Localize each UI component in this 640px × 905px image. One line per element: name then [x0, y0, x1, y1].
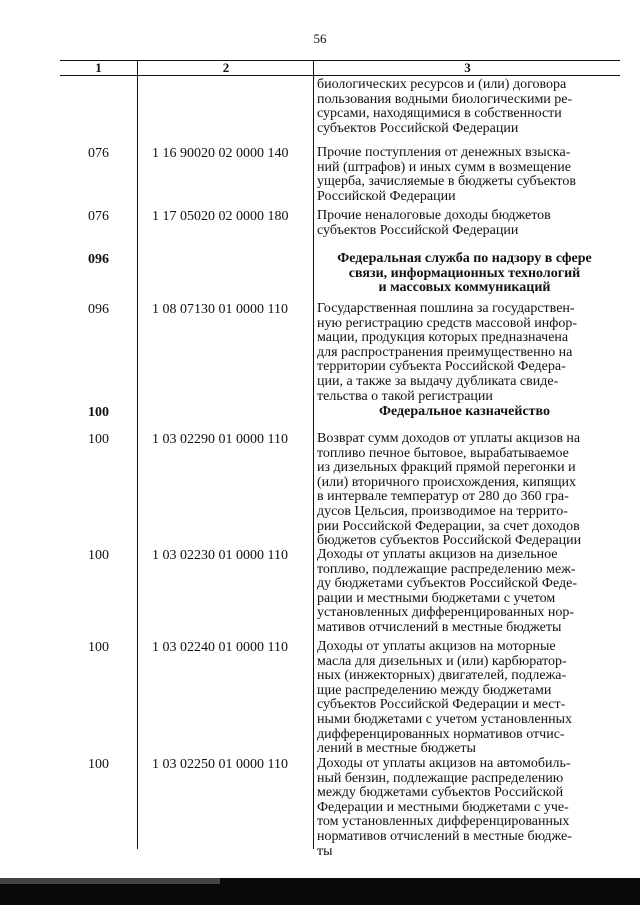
revenue-name-line: ции, а также за выдачу дубликата свиде-	[317, 373, 559, 389]
revenue-name-line: ты	[317, 843, 333, 859]
page-number: 56	[313, 31, 327, 46]
revenue-name-line: бюджетов субъектов Российской Федерации	[317, 533, 582, 549]
revenue-name-line: Доходы от уплаты акцизов на автомобиль-	[317, 756, 571, 771]
revenue-name-line: связи, информационных технологий	[348, 265, 581, 281]
revenue-code: 1 08 07130 01 0000 110	[152, 302, 288, 317]
revenue-name-line: дусов Цельсия, производимое на террито-	[317, 503, 568, 519]
revenue-name-line: пользования водными биологическими ре-	[317, 91, 573, 107]
revenue-name-line: Федеральная служба по надзору в сфере	[337, 251, 592, 266]
revenue-name-line: между бюджетами субъектов Российской	[317, 785, 564, 801]
admin-code: 100	[88, 757, 109, 772]
revenue-name-line: ными бюджетами с учетом установленных	[317, 711, 573, 727]
revenue-name-line: рации и местными бюджетами с учетом	[317, 590, 556, 606]
revenue-name-line: для распространения преимущественно на	[317, 344, 573, 360]
scan-bottom-edge-highlight	[0, 878, 220, 884]
revenue-name	[317, 757, 612, 859]
revenue-name-line: установленных дифференцированных нор-	[317, 605, 574, 621]
revenue-name	[317, 78, 612, 136]
revenue-code: 1 03 02290 01 0000 110	[152, 432, 288, 447]
header-col-1: 1	[95, 60, 102, 75]
admin-code: 096	[88, 252, 109, 267]
revenue-name-line: биологических ресурсов и (или) договора	[317, 77, 567, 92]
revenue-name-line: щие распределению между бюджетами	[317, 682, 552, 698]
revenue-name-line: сурсами, находящимися в собственности	[317, 106, 562, 122]
revenue-code: 1 17 05020 02 0000 180	[152, 209, 289, 224]
revenue-code: 1 03 02250 01 0000 110	[152, 757, 288, 772]
revenue-name	[317, 432, 612, 549]
revenue-name-line: дифференцированных нормативов отчис-	[317, 726, 565, 742]
revenue-code: 1 16 90020 02 0000 140	[152, 146, 289, 161]
revenue-name-line: топливо, подлежащие распределению меж-	[317, 561, 576, 577]
table-header	[60, 60, 620, 76]
header-col-2: 2	[137, 61, 314, 75]
revenue-name-line: тельства о такой регистрации	[317, 388, 493, 404]
admin-code: 100	[88, 640, 109, 655]
revenue-name-line: Возврат сумм доходов от уплаты акцизов на	[317, 431, 581, 446]
admin-code: 076	[88, 209, 109, 224]
revenue-name-line: ный бензин, подлежащие распределению	[317, 770, 564, 786]
revenue-name-line: масла для дизельных и (или) карбюратор-	[317, 653, 567, 669]
revenue-name	[317, 302, 612, 404]
revenue-name-line: и массовых коммуникаций	[378, 280, 551, 296]
revenue-name	[317, 146, 612, 204]
revenue-name-line: том установленных дифференцированных	[317, 814, 570, 830]
column-divider	[137, 74, 138, 849]
revenue-name-line: субъектов Российской Федерации	[317, 222, 519, 238]
revenue-name-line: ных (инжекторных) двигателей, подлежа-	[317, 668, 567, 684]
revenue-name-line: мативов отчислений в местные бюджеты	[317, 619, 562, 635]
revenue-name-line: ущерба, зачисляемые в бюджеты субъектов	[317, 174, 576, 190]
revenue-name-line: мации, продукция которых предназначена	[317, 330, 569, 346]
header-col-3: 3	[313, 61, 621, 75]
revenue-name-line: Федеральное казначейство	[378, 404, 550, 419]
revenue-name-line: Доходы от уплаты акцизов на дизельное	[317, 547, 558, 562]
revenue-name-line: рии Российской Федерации, за счет доходов	[317, 518, 580, 534]
revenue-name	[317, 209, 612, 238]
revenue-name	[317, 252, 612, 296]
revenue-name-line: Прочие поступления от денежных взыска-	[317, 145, 571, 160]
revenue-name	[317, 640, 612, 757]
revenue-code: 1 03 02240 01 0000 110	[152, 640, 288, 655]
revenue-name	[317, 405, 612, 420]
admin-code: 100	[88, 548, 109, 563]
admin-code: 100	[88, 432, 109, 447]
revenue-name-line: ний (штрафов) и иных сумм в возмещение	[317, 159, 571, 175]
revenue-name-line: лений в местные бюджеты	[317, 741, 476, 757]
admin-code: 096	[88, 302, 109, 317]
revenue-name-line: Российской Федерации	[317, 188, 456, 204]
revenue-name-line: ную регистрацию средств массовой инфор-	[317, 315, 577, 331]
revenue-name-line: из дизельных фракций прямой перегонки и	[317, 460, 576, 476]
revenue-name-line: ду бюджетами субъектов Российской Феде-	[317, 576, 577, 592]
revenue-name-line: нормативов отчислений в местные бюдже-	[317, 828, 572, 844]
revenue-name-line: в интервале температур от 280 до 360 гра-	[317, 489, 569, 505]
revenue-name-line: территории субъекта Российской Федера-	[317, 359, 566, 375]
revenue-name-line: Прочие неналоговые доходы бюджетов	[317, 208, 551, 223]
revenue-name-line: Государственная пошлина за государствен-	[317, 301, 575, 316]
revenue-name-line: субъектов Российской Федерации и мест-	[317, 697, 566, 713]
admin-code: 100	[88, 405, 109, 420]
revenue-name	[317, 548, 612, 636]
revenue-name-line: субъектов Российской Федерации	[317, 120, 519, 136]
revenue-code: 1 03 02230 01 0000 110	[152, 548, 288, 563]
revenue-name-line: (или) вторичного происхождения, кипящих	[317, 474, 576, 490]
revenue-name-line: Федерации и местными бюджетами с уче-	[317, 799, 569, 815]
admin-code: 076	[88, 146, 109, 161]
revenue-name-line: Доходы от уплаты акцизов на моторные	[317, 639, 556, 654]
column-divider	[313, 74, 314, 849]
revenue-name-line: топливо печное бытовое, вырабатываемое	[317, 445, 569, 461]
